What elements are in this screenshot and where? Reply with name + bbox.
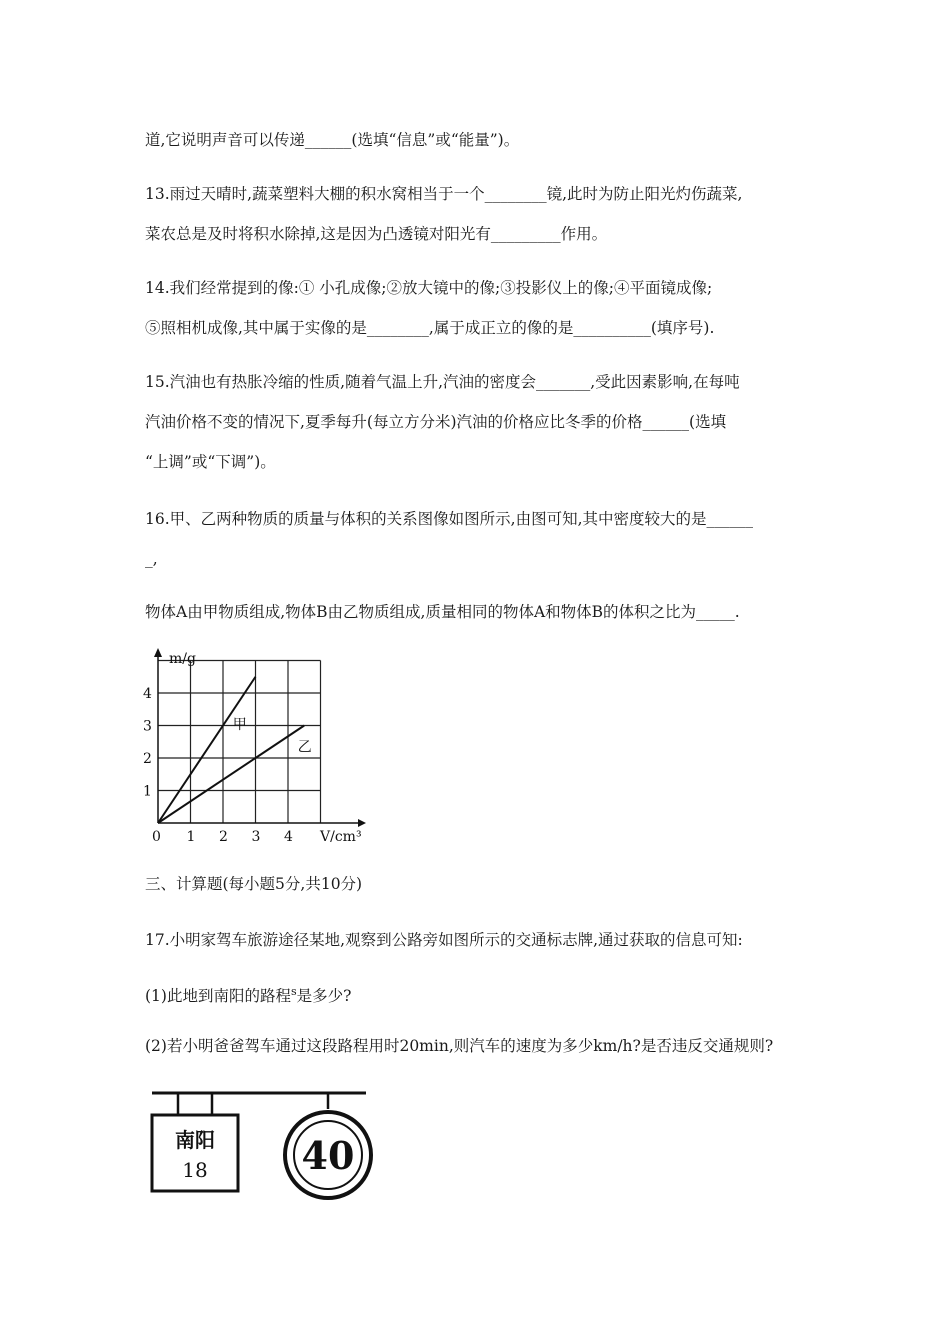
q16-line-1: 16.甲、乙两种物质的质量与体积的关系图像如图所示,由图可知,其中密度较大的是______ <box>145 510 754 528</box>
series-label: 乙 <box>297 739 312 756</box>
q14-line-2: ⑤照相机成像,其中属于实像的是________,属于成正立的像的是__________(填序号). <box>145 319 715 337</box>
chart-grid <box>158 661 321 824</box>
y-axis-label: m/g <box>169 651 196 667</box>
y-tick-label: 3 <box>143 718 152 735</box>
distance-symbol: s <box>290 985 297 998</box>
origin-label: 0 <box>152 829 161 845</box>
q17-part-2: (2)若小明爸爸驾车通过这段路程用时20min,则汽车的速度为多少km/h?是否违反交通规则? <box>145 1037 774 1055</box>
y-tick-label: 4 <box>143 686 152 702</box>
traffic-sign-figure <box>148 1085 373 1200</box>
chart-series <box>158 677 312 823</box>
y-tick-label: 2 <box>143 751 152 767</box>
x-axis-label: V/cm³ <box>320 829 362 845</box>
series-line <box>158 726 304 824</box>
q13-line-2: 菜农总是及时将积水除掉,这是因为凸透镜对阳光有_________作用。 <box>145 225 608 243</box>
x-tick-label: 3 <box>251 829 261 845</box>
q17-part-1-before: (1)此地到南阳的路程 <box>145 987 291 1006</box>
y-tick-label: 1 <box>143 783 152 800</box>
y-axis-arrow <box>154 648 162 657</box>
x-tick-label: 1 <box>186 829 196 845</box>
section-3-heading: 三、计算题(每小题5分,共10分) <box>145 875 363 893</box>
x-tick-label: 2 <box>219 829 228 845</box>
q14-line-1: 14.我们经常提到的像:① 小孔成像;②放大镜中的像;③投影仪上的像;④平面镜成像; <box>145 279 713 297</box>
q17-part-1 <box>145 982 351 1006</box>
q15-line-2: 汽油价格不变的情况下,夏季每升(每立方分米)汽油的价格应比冬季的价格______(选填 <box>145 413 727 431</box>
q15-line-1: 15.汽油也有热胀冷缩的性质,随着气温上升,汽油的密度会_______,受此因素影响,在每吨 <box>145 373 740 391</box>
q16-line-2: _, <box>145 550 158 568</box>
q17-intro: 17.小明家驾车旅游途径某地,观察到公路旁如图所示的交通标志牌,通过获取的信息可知: <box>145 931 743 949</box>
sign-city-name: 南阳 <box>175 1128 215 1152</box>
x-tick-label: 4 <box>284 829 293 845</box>
q13-line-1: 13.雨过天晴时,蔬菜塑料大棚的积水窝相当于一个________镜,此时为防止阳光灼伤蔬菜, <box>145 185 743 203</box>
chart-axes <box>154 648 366 827</box>
sign-distance: 18 <box>182 1158 208 1182</box>
q15-line-3: “上调”或“下调”)。 <box>145 453 276 471</box>
mass-volume-chart <box>140 645 380 850</box>
speed-limit-value: 40 <box>301 1133 355 1178</box>
q16-line-3: 物体A由甲物质组成,物体B由乙物质组成,质量相同的物体A和物体B的体积之比为_____. <box>145 603 740 621</box>
q12-continuation: 道,它说明声音可以传递______(选填“信息”或“能量”)。 <box>145 131 520 149</box>
series-line <box>158 677 256 823</box>
x-axis-arrow <box>358 819 366 827</box>
series-label: 甲 <box>232 716 247 733</box>
q17-part-1-after: 是多少? <box>296 987 352 1006</box>
